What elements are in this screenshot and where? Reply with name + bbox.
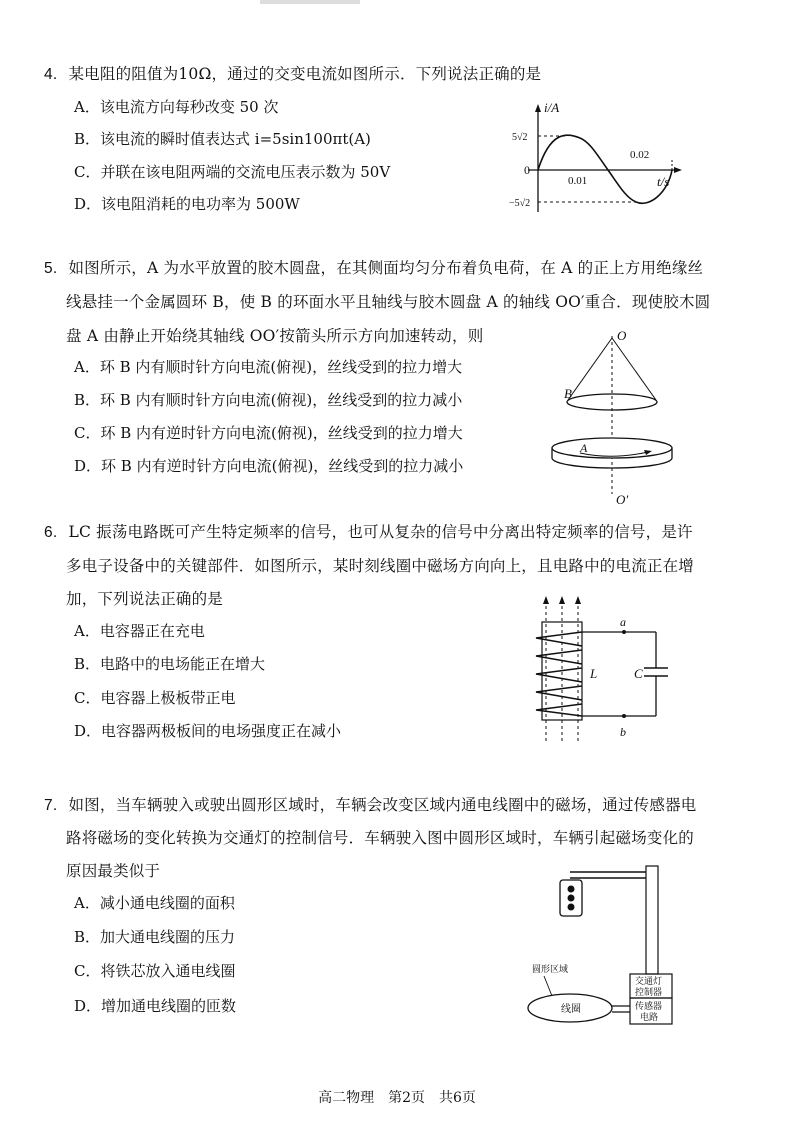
lc-circuit-figure <box>530 594 670 746</box>
disk-ring-figure <box>540 326 680 508</box>
option-b: B．加大通电线圈的压力 <box>74 928 236 946</box>
option-d: D．电容器两极板间的电场强度正在减小 <box>74 722 342 740</box>
disk-a-label: A <box>580 441 588 455</box>
inductor-label: L <box>590 666 598 681</box>
scan-top-mark <box>260 0 360 4</box>
controller-label-line-1: 交通灯 <box>635 976 663 986</box>
option-b: B．环 B 内有顺时针方向电流(俯视)，丝线受到的拉力减小 <box>74 391 463 409</box>
page-footer: 高二物理 第2页 共6页 <box>318 1090 476 1106</box>
x-axis-label: t/s <box>657 174 670 189</box>
question-stem-line-3: 原因最类似于 <box>66 862 161 880</box>
question-number: 5. <box>44 260 58 277</box>
option-a: A．减小通电线圈的面积 <box>74 894 235 912</box>
question-stem-line-3: 加，下列说法正确的是 <box>66 590 224 608</box>
t1-label: 0.01 <box>568 175 588 187</box>
terminal-b-label: b <box>620 725 626 739</box>
question-stem-line-3: 盘 A 由静止开始绕其轴线 OO′按箭头所示方向加速转动，则 <box>66 327 484 345</box>
question-number: 7. <box>44 797 58 814</box>
option-c: C．并联在该电阻两端的交流电压表示数为 50V <box>74 163 391 181</box>
point-o-label: O <box>617 328 627 343</box>
current-time-graph <box>508 100 708 220</box>
terminal-a-label: a <box>620 615 626 629</box>
sensor-label-line-2: 电路 <box>640 1012 659 1022</box>
option-d: D．环 B 内有逆时针方向电流(俯视)，丝线受到的拉力减小 <box>74 457 464 475</box>
option-a: A．该电流方向每秒改变 50 次 <box>74 98 279 116</box>
question-stem-line-2: 多电子设备中的关键部件．如图所示，某时刻线圈中磁场方向向上，且电路中的电流正在增 <box>66 557 695 575</box>
origin-label: 0 <box>524 163 530 177</box>
option-b: B．该电流的瞬时值表达式 i=5sin100πt(A) <box>74 130 371 148</box>
question-number: 6. <box>44 524 58 541</box>
y-top-label: 5√2 <box>512 132 528 143</box>
option-a: A．电容器正在充电 <box>74 622 205 640</box>
y-axis-label: i/A <box>544 100 560 115</box>
question-stem-line-1: LC 振荡电路既可产生特定频率的信号，也可从复杂的信号中分离出特定频率的信号，是许 <box>68 523 693 541</box>
question-stem-line-1: 如图所示，A 为水平放置的胶木圆盘，在其侧面均匀分布着负电荷，在 A 的正上方用绝缘丝 <box>68 259 704 277</box>
point-o-prime-label: O′ <box>616 492 629 507</box>
question-stem-line-2: 线悬挂一个金属圆环 B，使 B 的环面水平且轴线与胶木圆盘 A 的轴线 OO′重合．现使胶木圆 <box>66 293 711 311</box>
question-number: 4. <box>44 66 58 83</box>
option-c: C．将铁芯放入通电线圈 <box>74 962 236 980</box>
sensor-label-line-1: 传感器 <box>635 1001 663 1011</box>
y-bottom-label: −5√2 <box>509 198 531 209</box>
option-b: B．电路中的电场能正在增大 <box>74 655 266 673</box>
region-label: 圆形区域 <box>532 964 569 974</box>
controller-label-line-2: 控制器 <box>635 987 663 997</box>
option-d: D．增加通电线圈的匝数 <box>74 997 237 1015</box>
traffic-light-figure <box>522 858 688 1030</box>
capacitor-label: C <box>634 666 643 681</box>
option-a: A．环 B 内有顺时针方向电流(俯视)，丝线受到的拉力增大 <box>74 358 463 376</box>
option-d: D．该电阻消耗的电功率为 500W <box>74 195 300 213</box>
coil-label: 线圈 <box>561 1004 581 1015</box>
t2-label: 0.02 <box>630 149 650 161</box>
question-stem-line-2: 路将磁场的变化转换为交通灯的控制信号．车辆驶入图中圆形区域时，车辆引起磁场变化的 <box>66 829 695 847</box>
ring-b-label: B <box>564 386 572 401</box>
option-c: C．环 B 内有逆时针方向电流(俯视)，丝线受到的拉力增大 <box>74 424 463 442</box>
option-c: C．电容器上极板带正电 <box>74 689 236 707</box>
question-stem: 某电阻的阻值为10Ω，通过的交变电流如图所示．下列说法正确的是 <box>68 65 542 83</box>
question-stem-line-1: 如图，当车辆驶入或驶出圆形区域时，车辆会改变区域内通电线圈中的磁场，通过传感器电 <box>68 796 697 814</box>
